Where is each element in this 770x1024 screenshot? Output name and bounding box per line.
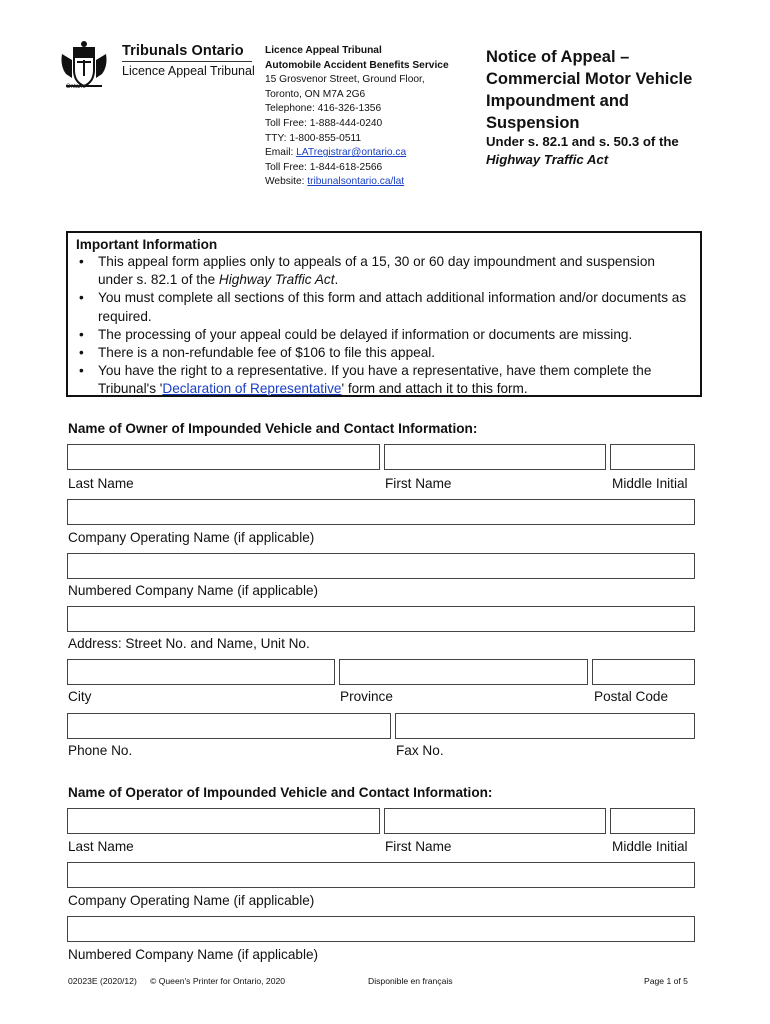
org-subtitle: Licence Appeal Tribunal (122, 64, 255, 78)
operator-last-name-field[interactable] (67, 808, 380, 834)
owner-postal-code-label: Postal Code (594, 689, 669, 704)
info-bullet-2: • You must complete all sections of this form and attach additional information and/or documents as required. (79, 290, 687, 324)
info-bullet-5: • You have the right to a representative. If you have a representative, have them complete the Tribunal's 'Declaration of Representative' form and attach it to this form. (79, 363, 652, 397)
bullet-mark: • (79, 254, 84, 269)
address-line-2: Automobile Accident Benefits Service (265, 59, 449, 71)
address-line-1: Licence Appeal Tribunal (265, 45, 382, 56)
owner-first-name-label: First Name (385, 476, 452, 491)
owner-postal-code-field[interactable] (592, 659, 695, 685)
declaration-of-representative-link[interactable]: Declaration of Representative (162, 381, 342, 397)
owner-province-field[interactable] (339, 659, 588, 685)
tty: TTY: 1-800-855-0511 (265, 132, 362, 144)
telephone: Telephone: 416-326-1356 (265, 103, 382, 115)
address-line-4: Toronto, ON M7A 2G6 (265, 88, 366, 100)
operator-middle-initial-field[interactable] (610, 808, 695, 834)
email-row (265, 146, 449, 161)
owner-address-label: Address: Street No. and Name, Unit No. (68, 636, 310, 651)
tribunal-address-block (265, 44, 449, 190)
owner-middle-initial-field[interactable] (610, 444, 695, 470)
toll-free-1: Toll Free: 1-888-444-0240 (265, 117, 383, 129)
owner-numbered-company-field[interactable] (67, 553, 695, 579)
website-row (265, 175, 449, 190)
bullet-mark: • (79, 345, 84, 361)
ontario-wordmark: Ontario (66, 84, 86, 90)
statute-act-name: Highway Traffic Act (486, 152, 609, 167)
info-bullet-1: • This appeal form applies only to appeals of a 15, 30 or 60 day impoundment and suspension under s. 82.1 of the Highway Traffic Act. (79, 254, 655, 288)
operator-numbered-company-label: Numbered Company Name (if applicable) (68, 947, 319, 962)
owner-fax-label: Fax No. (396, 743, 444, 758)
address-line-3: 15 Grosvenor Street, Ground Floor, (265, 74, 425, 86)
important-information-box (66, 231, 702, 397)
operator-first-name-field[interactable] (384, 808, 606, 834)
bullet-mark: • (79, 326, 84, 342)
owner-city-field[interactable] (67, 659, 335, 685)
website-label: Website: (265, 176, 308, 188)
owner-province-label: Province (340, 689, 393, 704)
form-title: Notice of Appeal – Commercial Motor Vehicle Impoundment and Suspension (486, 48, 693, 132)
owner-numbered-company-label: Numbered Company Name (if applicable) (68, 583, 319, 598)
info-title: Important Information (76, 237, 218, 252)
operator-middle-initial-label: Middle Initial (612, 839, 688, 854)
form-statute (486, 133, 726, 169)
french-availability: Disponible en français (368, 976, 453, 986)
info-bullet-3: • The processing of your appeal could be delayed if information or documents are missing. (98, 326, 692, 344)
copyright: © Queen's Printer for Ontario, 2020 (150, 976, 286, 986)
owner-address-field[interactable] (67, 606, 695, 632)
page-number: Page 1 of 5 (644, 976, 688, 986)
operator-numbered-company-field[interactable] (67, 916, 695, 942)
owner-last-name-label: Last Name (68, 476, 134, 491)
form-code: 02023E (2020/12) (68, 976, 137, 986)
bullet-mark: • (79, 290, 84, 306)
operator-company-operating-label: Company Operating Name (if applicable) (68, 893, 315, 908)
operator-first-name-label: First Name (385, 839, 452, 854)
owner-company-operating-field[interactable] (67, 499, 695, 525)
owner-phone-field[interactable] (67, 713, 391, 739)
owner-first-name-field[interactable] (384, 444, 606, 470)
owner-city-label: City (68, 689, 92, 704)
org-title-divider (122, 61, 252, 62)
operator-company-operating-field[interactable] (67, 862, 695, 888)
info-bullet-4: • There is a non-refundable fee of $106 to file this appeal. (98, 344, 692, 362)
website-link[interactable]: tribunalsontario.ca/lat (307, 176, 405, 188)
info-bullet-list (76, 253, 692, 399)
owner-phone-label: Phone No. (68, 743, 133, 758)
operator-section-title: Name of Operator of Impounded Vehicle and Contact Information: (68, 785, 493, 800)
owner-company-operating-label: Company Operating Name (if applicable) (68, 530, 315, 545)
owner-middle-initial-label: Middle Initial (612, 476, 688, 491)
owner-fax-field[interactable] (395, 713, 695, 739)
owner-last-name-field[interactable] (67, 444, 380, 470)
org-title: Tribunals Ontario (122, 43, 244, 59)
email-label: Email: (265, 147, 297, 159)
email-link[interactable]: LATregistrar@ontario.ca (296, 147, 407, 159)
owner-section-title: Name of Owner of Impounded Vehicle and Contact Information: (68, 421, 478, 436)
toll-free-2: Toll Free: 1-844-618-2566 (265, 161, 383, 173)
bullet-mark: • (79, 363, 84, 379)
operator-last-name-label: Last Name (68, 839, 134, 854)
statute-prefix: Under s. 82.1 and s. 50.3 of the (486, 134, 679, 149)
